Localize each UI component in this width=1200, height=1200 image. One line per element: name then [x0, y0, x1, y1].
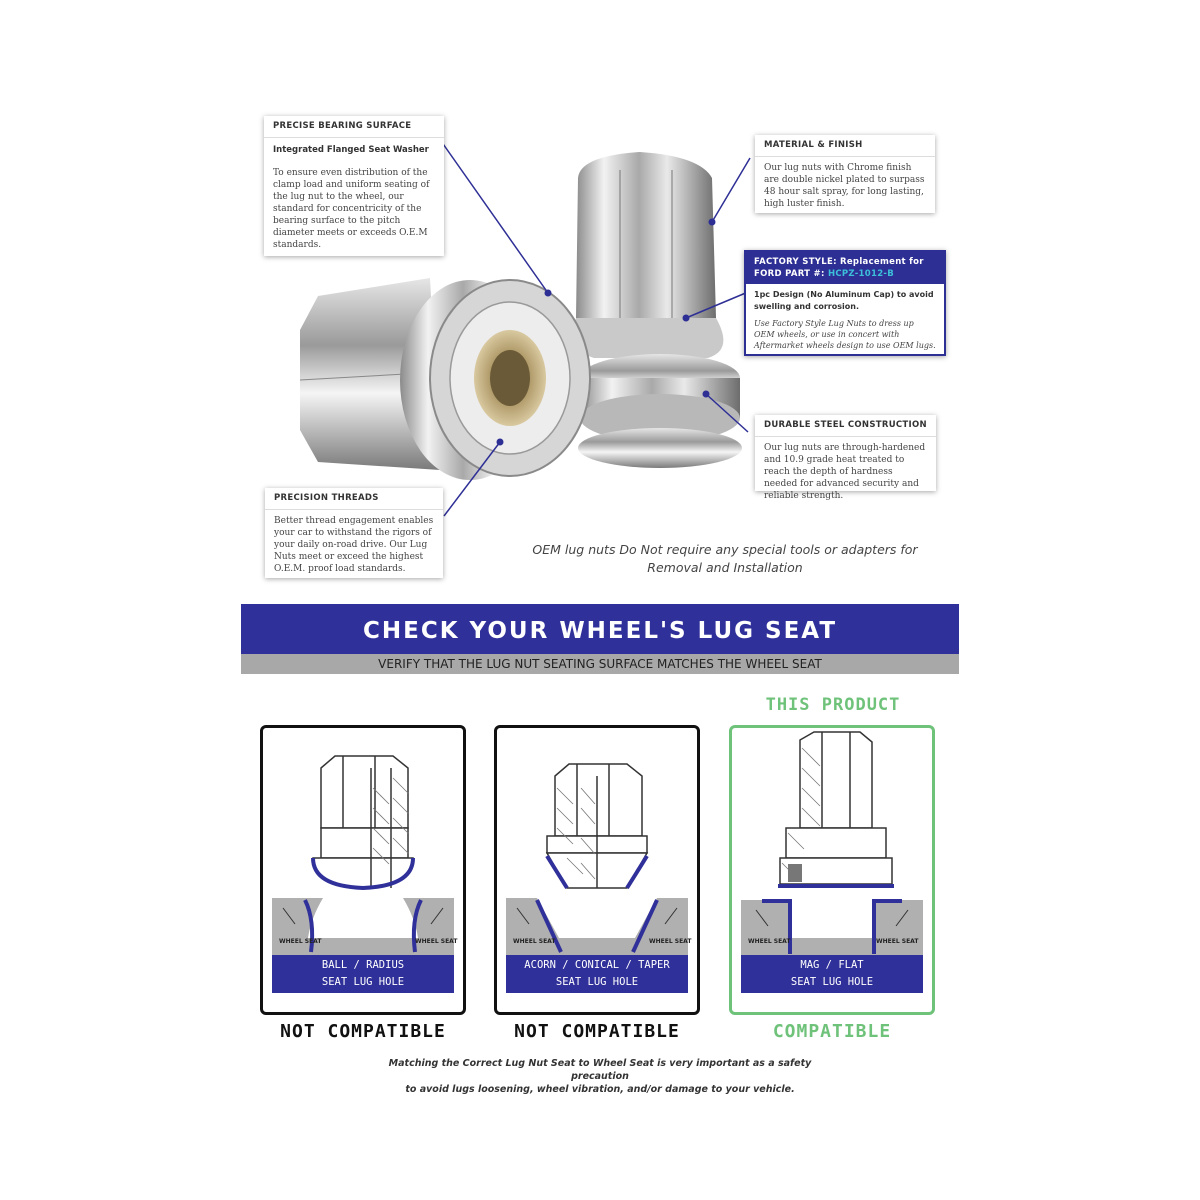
callout-factory-title [746, 252, 944, 284]
lying-lug-nut [300, 278, 590, 480]
callout-bearing-surface [264, 116, 444, 256]
callout-factory-style [744, 250, 946, 356]
oem-note-line1: OEM lug nuts Do Not require any special tools or adapters for [532, 542, 918, 557]
wheel-seat-label-right: WHEEL SEAT [876, 938, 919, 945]
callout-factory-italic: Use Factory Style Lug Nuts to dress up OEM wheels, or use in concert with Aftermarket wheels design to use OEM lugs. [754, 319, 936, 350]
callout-precision-threads [265, 488, 443, 578]
compat-status-mag: COMPATIBLE [772, 1021, 892, 1042]
wheel-seat-label-left: WHEEL SEAT [748, 938, 791, 945]
seat-type-line2: SEAT LUG HOLE [555, 976, 639, 988]
wheel-seat-label-left: WHEEL SEAT [513, 938, 556, 945]
callout-bearing-body: To ensure even distribution of the clamp load and uniform seating of the lug nut to the wheel, our standard for concentricity of the bearing surface to the pitch diameter meets or exceeds O.E.M standards. [273, 168, 430, 250]
callout-material-body: Our lug nuts with Chrome finish are double nickel plated to surpass 48 hour salt spray, for long lasting, high luster finish. [764, 163, 925, 209]
wheel-seat-label-right: WHEEL SEAT [649, 938, 692, 945]
callout-threads-body: Better thread engagement enables your car to withstand the rigors of your daily on-road drive. Our Lug Nuts meet or exceed the highest O.E.M. proof load standards. [274, 516, 434, 574]
seat-card-acorn-conical [494, 725, 700, 1015]
lug-seat-banner-subtitle: VERIFY THAT THE LUG NUT SEATING SURFACE MATCHES THE WHEEL SEAT [241, 654, 959, 674]
callout-threads-title: PRECISION THREADS [265, 488, 443, 510]
seat-type-line2: SEAT LUG HOLE [321, 976, 405, 988]
seat-type-line2: SEAT LUG HOLE [790, 976, 874, 988]
seat-type-line1: ACORN / CONICAL / TAPER [524, 959, 670, 971]
wheel-seat-label-left: WHEEL SEAT [279, 938, 322, 945]
seat-type-line1: BALL / RADIUS [321, 959, 405, 971]
callout-factory-part-label: FORD PART #: [754, 269, 825, 279]
callout-steel-construction [755, 415, 936, 501]
seat-card-mag-flat [729, 725, 935, 1015]
callout-factory-heading: FACTORY STYLE: Replacement for [754, 257, 924, 267]
seat-type-mag [741, 955, 923, 993]
safety-footer-line1: Matching the Correct Lug Nut Seat to Wheel Seat is very important as a safety precaution [388, 1058, 812, 1082]
wheel-seat-label-right: WHEEL SEAT [415, 938, 458, 945]
safety-footer-line2: to avoid lugs loosening, wheel vibration, and/or damage to your vehicle. [405, 1084, 795, 1095]
compat-status-ball: NOT COMPATIBLE [280, 1021, 446, 1042]
callout-material-finish [755, 135, 935, 213]
standing-lug-nut [574, 152, 742, 468]
callout-bearing-title: PRECISE BEARING SURFACE [264, 116, 444, 138]
compat-status-acorn: NOT COMPATIBLE [514, 1021, 680, 1042]
seat-type-ball [272, 955, 454, 993]
this-product-label: THIS PRODUCT [765, 695, 901, 715]
seat-type-line1: MAG / FLAT [800, 959, 864, 971]
ford-part-number: HCPZ-1012-B [827, 269, 895, 279]
callout-factory-bold: 1pc Design (No Aluminum Cap) to avoid swelling and corrosion. [754, 290, 934, 311]
callout-material-title: MATERIAL & FINISH [755, 135, 935, 157]
callout-steel-title: DURABLE STEEL CONSTRUCTION [755, 415, 936, 437]
oem-note-line2: Removal and Installation [647, 560, 803, 575]
seat-type-acorn [506, 955, 688, 993]
seat-card-ball-radius [260, 725, 466, 1015]
lug-seat-banner-title: CHECK YOUR WHEEL'S LUG SEAT [241, 604, 959, 654]
safety-footer [360, 1057, 840, 1096]
oem-note [520, 541, 930, 577]
callout-steel-body: Our lug nuts are through-hardened and 10.9 grade heat treated to reach the depth of hardness needed for advanced security and reliable strength. [764, 443, 926, 501]
callout-bearing-subtitle: Integrated Flanged Seat Washer [273, 145, 429, 155]
